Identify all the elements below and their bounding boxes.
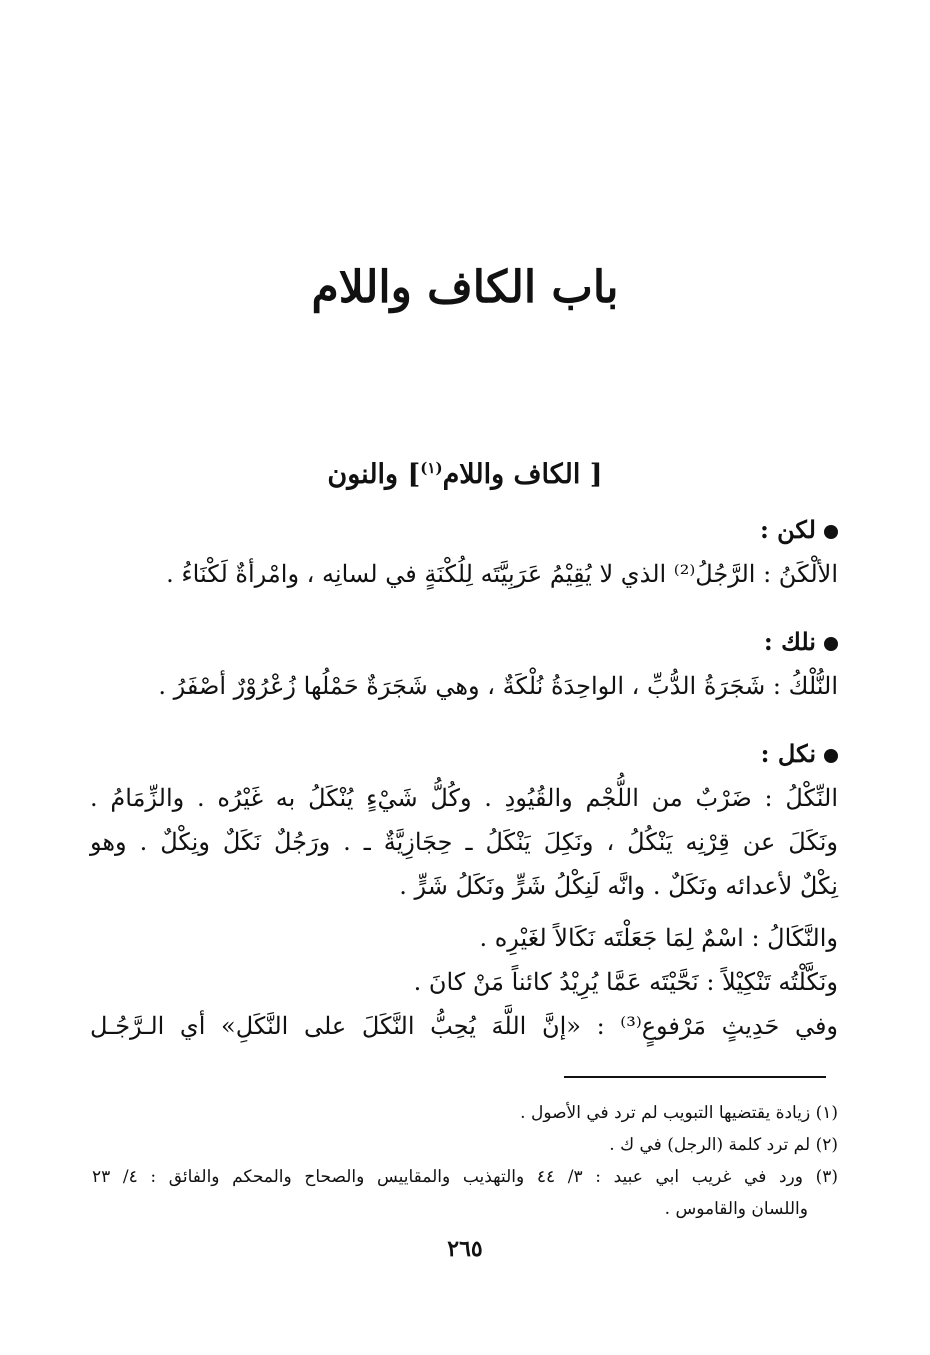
bullet-icon (824, 525, 838, 539)
footnote-divider (564, 1076, 826, 1078)
entry-headword: نكل : (90, 732, 838, 776)
entry-line: نِكْلٌ لأعدائه ونَكَلٌ . وانَّه لَنِكْلُ شَرٍّ ونَكَلُ شَرٍّ . (399, 872, 838, 900)
entry-line: النِّكْلُ : ضَرْبٌ من اللُّجْم والقُيُودِ . وكُلُّ شَيْءٍ يُنْكَلُ به غَيْرُه . والزِّمَامُ . (90, 784, 838, 812)
bullet-icon (824, 637, 838, 651)
section-heading-main: [ الكاف واللام (442, 459, 603, 490)
bullet-icon (824, 749, 838, 763)
footnote-3: (٣) ورد في غريب ابي عبيد : ٣/ ٤٤ والتهذيب والمقاييس والصحاح والمحكم والفائق : ٤/ ٢٣ (92, 1167, 838, 1187)
entry-line: والنَّكَالُ : اسْمٌ لِمَا جَعَلْتَه نَكَالاً لغَيْرِه . (479, 924, 838, 952)
chapter-title: باب الكاف واللام (311, 262, 619, 313)
footnote-3-continuation: واللسان والقاموس . (664, 1199, 808, 1219)
footnote-1: (١) زيادة يقتضيها التبويب لم ترد في الأصول . (520, 1103, 838, 1123)
entry-line: النُّلْكُ : شَجَرَةُ الدُّبِّ ، الواحِدَةُ نُلْكَةٌ ، وهي شَجَرَةٌ حَمْلُها زُعْرُوْرٌ أصْفَرُ . (158, 672, 838, 700)
section-heading (0, 448, 930, 495)
entry-headword: لكن : (90, 508, 838, 552)
footnote-ref: (١) (420, 459, 443, 477)
entry-line: الألْكَنُ : الرَّجُلُ⁽²⁾ الذي لا يُقِيْمُ عَرَبِيَّتَه لِلُكْنَةٍ في لسانِه ، وامْرأةٌ لَكْنَاءُ . (166, 560, 838, 588)
entry-lkn (90, 508, 838, 596)
entry-line: وفي حَدِيثٍ مَرْفوعٍ⁽³⁾ : «إنَّ اللَّهَ يُحِبُّ النَّكَلَ على النَّكَلِ» أي الـرَّجُـل (90, 1012, 839, 1040)
entry-nlk (90, 620, 838, 708)
footnotes (92, 1097, 838, 1225)
page-number: ٢٦٥ (447, 1236, 483, 1262)
footnote-2: (٢) لم ترد كلمة (الرجل) في ك . (609, 1135, 838, 1155)
section-heading-rest: ] والنون (327, 459, 421, 490)
entry-line: ونَكَلَ عن قِرْنِه يَنْكُلُ ، ونَكِلَ يَنْكَلُ ـ حِجَازِيَّةٌ ـ . ورَجُلٌ نَكَلٌ ونِكْلٌ . وهو (90, 828, 839, 856)
entry-headword: نلك : (90, 620, 838, 664)
entry-nkl (90, 732, 838, 1048)
dictionary-body (90, 508, 838, 1072)
entry-line: ونَكَّلْتُه تَنْكِيْلاً : نَحَّيْتَه عَمَّا يُرِيْدُ كائناً مَنْ كانَ . (413, 968, 838, 996)
